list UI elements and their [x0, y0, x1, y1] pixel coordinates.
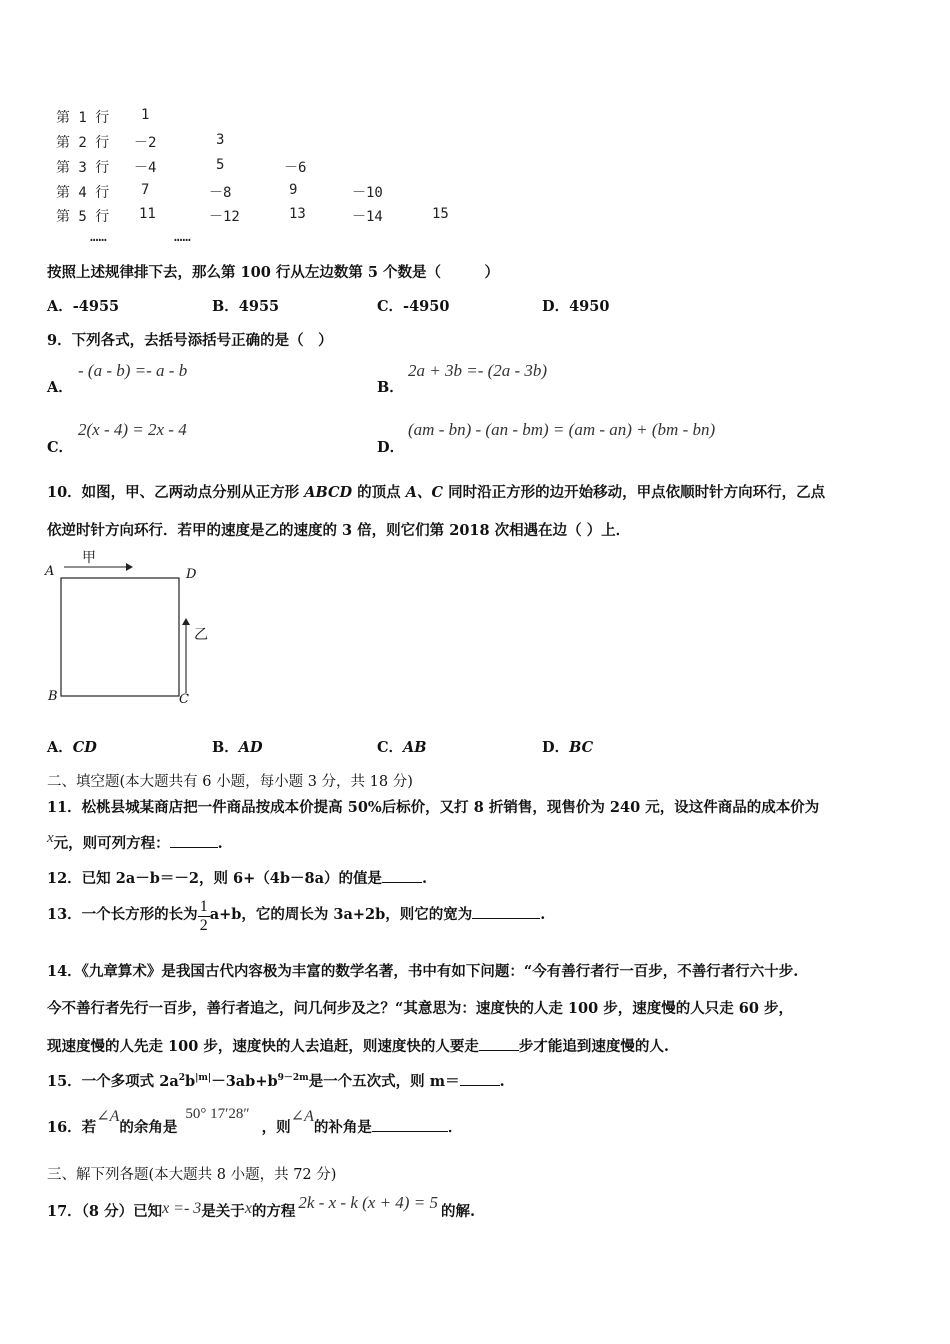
q11-line-1: 11．松桃县城某商店把一件商品按成本价提高 50%后标价，又打 8 折销售，现售价为 240 元，设这件商品的成本价为 — [47, 799, 820, 816]
q16-degrees: 50° 17′28″ — [185, 1106, 250, 1122]
q10-line-2: 依逆时针方向环行．若甲的速度是乙的速度的 3 倍，则它们第 2018 次相遇在边（ ）上． — [47, 522, 631, 539]
q8-question: 按照上述规律排下去，那么第 100 行从左边数第 5 个数是（ ） — [47, 264, 500, 281]
q11-line-2 — [47, 832, 223, 853]
vertex-label-d: D — [186, 567, 197, 582]
q12-expression: 4b－8a — [269, 870, 324, 887]
row-value: －10 — [352, 185, 383, 201]
q11-end: . — [217, 835, 223, 852]
q14-line-2: 今不善行者先行一百步，善行者追之，问几何步及之？“其意思为：速度快的人走 100 步，速度慢的人只走 60 步， — [47, 1000, 793, 1017]
q9-option-a-letter: A． — [47, 379, 73, 396]
row-label: 第 4 行 — [56, 185, 110, 201]
q11-text: 元，则可列方程： — [53, 835, 170, 852]
ellipsis: …… — [174, 229, 191, 245]
row-value: －12 — [209, 209, 240, 225]
q16-angle: ∠A — [96, 1108, 120, 1125]
q15-end: . — [499, 1073, 505, 1090]
q17-text: 是关于 — [201, 1203, 245, 1220]
q13-fraction — [198, 898, 210, 935]
row-value: －4 — [134, 160, 157, 176]
option-text: AB — [403, 739, 427, 756]
q12-text: ）的值是 — [323, 870, 382, 887]
ellipsis: …… — [90, 229, 107, 245]
option-letter: A． — [47, 298, 73, 315]
option-text: AD — [238, 739, 263, 756]
q14-line-1: 14．《九章算术》是我国古代内容极为丰富的数学名著，书中有如下问题：“今有善行者行一百步，不善行者行六十步. — [47, 963, 799, 980]
q9-option-a-formula: - (a - b) =- a - b — [78, 361, 188, 380]
row-value: 13 — [289, 206, 306, 222]
row-value: 3 — [216, 132, 225, 148]
q12-answer-blank[interactable] — [382, 868, 422, 883]
q10-option-d — [542, 736, 593, 757]
row-label: 第 2 行 — [56, 135, 110, 151]
q15 — [47, 1070, 505, 1091]
q14-text: 步才能追到速度慢的人. — [518, 1038, 669, 1055]
q17-text: 17．（8 分）已知 — [47, 1203, 163, 1220]
fraction-numerator: 1 — [199, 898, 208, 915]
q17 — [47, 1193, 476, 1221]
q13-text: a+b，它的周长为 3a+2b，则它的宽为 — [209, 905, 473, 923]
q11-answer-blank[interactable] — [170, 833, 218, 848]
q17-equation: 2k - x - k (x + 4) = 5 — [298, 1193, 438, 1212]
option-letter: C． — [377, 298, 404, 315]
square-outline — [61, 578, 179, 696]
option-text: -4955 — [72, 298, 120, 315]
q15-text: －3ab+b — [211, 1073, 278, 1090]
q14-line-3 — [47, 1035, 669, 1056]
row-value: －14 — [352, 209, 383, 225]
q12-text: ，则 6+（ — [198, 870, 270, 887]
option-letter: D． — [542, 298, 570, 315]
q16-text: 的补角是 — [313, 1119, 372, 1136]
option-letter: C． — [377, 739, 404, 756]
jia-arrowhead — [126, 563, 133, 571]
option-text: 4955 — [238, 298, 280, 315]
q16-text: 16．若 — [47, 1119, 97, 1136]
row-value: －2 — [134, 135, 157, 151]
q16-text: ，则 — [261, 1119, 291, 1136]
q9-option-b-letter: B． — [377, 379, 404, 396]
q13-end: . — [540, 905, 546, 923]
q10-text: 同时沿正方形的边开始移动，甲点依顺时针方向环行，乙点 — [443, 484, 826, 501]
yi-label: 乙 — [194, 627, 208, 643]
q15-text: 是一个五次式，则 m＝ — [308, 1073, 460, 1090]
section-3-heading: 三、解下列各题(本大题共 8 小题，共 72 分) — [47, 1167, 337, 1183]
q14-text: 现速度慢的人先走 100 步，速度快的人去追赶，则速度快的人要走 — [47, 1038, 479, 1055]
q13-answer-blank[interactable] — [472, 904, 540, 919]
q8-option-c — [377, 295, 449, 316]
q9-option-c-formula: 2(x - 4) = 2x - 4 — [78, 420, 187, 439]
row-value: 15 — [432, 206, 449, 222]
row-label: 第 3 行 — [56, 160, 110, 176]
q16-end: ． — [447, 1119, 463, 1136]
q13-text: 13．一个长方形的长为 — [47, 905, 198, 923]
fraction-denominator: 2 — [199, 917, 208, 934]
jia-label: 甲 — [82, 550, 96, 566]
q17-condition: x =- 3 — [162, 1200, 202, 1217]
q10-square-name: ABCD — [304, 484, 353, 501]
q10-line-1 — [47, 481, 825, 502]
q17-variable: x — [244, 1200, 252, 1217]
q10-figure — [40, 545, 230, 715]
q10-option-a — [47, 736, 97, 757]
q16-answer-blank[interactable] — [372, 1117, 448, 1132]
row-value: 11 — [139, 206, 156, 222]
q11-variable: x — [47, 830, 54, 846]
q14-answer-blank[interactable] — [479, 1036, 519, 1051]
option-text: BC — [569, 739, 594, 756]
q12-text: 12．已知 — [47, 870, 116, 887]
q9-option-d-formula: (am - bn) - (an - bm) = (am - an) + (bm - bn) — [408, 420, 716, 439]
row-value: －8 — [209, 185, 232, 201]
q8-option-d — [542, 295, 609, 316]
yi-arrowhead — [182, 618, 190, 625]
q15-answer-blank[interactable] — [460, 1071, 500, 1086]
q10-text: 的顶点 — [352, 484, 406, 501]
option-letter: B． — [212, 298, 239, 315]
q9-option-d-letter: D． — [377, 439, 405, 456]
q16-text: 的余角是 — [119, 1119, 178, 1136]
q17-text: 的方程 — [251, 1203, 296, 1220]
option-text: CD — [72, 739, 97, 756]
q12 — [47, 867, 427, 888]
section-2-heading: 二、填空题(本大题共有 6 小题，每小题 3 分，共 18 分) — [47, 774, 413, 790]
q13 — [47, 898, 545, 942]
row-label: 第 1 行 — [56, 110, 110, 126]
option-letter: B． — [212, 739, 239, 756]
row-value: －6 — [284, 160, 307, 176]
q15-text: 15．一个多项式 2a — [47, 1073, 179, 1090]
q16-angle: ∠A — [290, 1108, 314, 1125]
vertex-label-c: C — [179, 692, 189, 707]
q15-text: b — [184, 1073, 196, 1090]
row-value: 1 — [141, 107, 150, 123]
option-text: 4950 — [569, 298, 610, 315]
q16 — [47, 1106, 463, 1137]
q10-vertices: A、C — [405, 484, 444, 501]
row-label: 第 5 行 — [56, 209, 110, 225]
q10-text: 10．如图，甲、乙两动点分别从正方形 — [47, 484, 305, 501]
row-value: 5 — [216, 157, 225, 173]
vertex-label-a: A — [45, 564, 55, 579]
q12-end: . — [421, 870, 428, 887]
q15-exponent: |m| — [195, 1073, 212, 1084]
option-letter: D． — [542, 739, 570, 756]
row-value: 9 — [289, 182, 298, 198]
q12-condition: 2a－b＝－2 — [115, 870, 199, 887]
q8-option-a — [47, 295, 119, 316]
vertex-label-b: B — [48, 689, 58, 704]
q17-text: 的解. — [440, 1203, 476, 1220]
q9-option-c-letter: C． — [47, 439, 74, 456]
q15-exponent: 2 — [178, 1073, 185, 1084]
q9-question: 9．下列各式，去括号添括号正确的是（ ） — [47, 332, 333, 349]
q10-option-b — [212, 736, 263, 757]
q9-option-b-formula: 2a + 3b =- (2a - 3b) — [408, 361, 548, 380]
q15-exponent: 9－2m — [277, 1073, 309, 1084]
q8-option-b — [212, 295, 279, 316]
option-letter: A． — [47, 739, 73, 756]
q10-option-c — [377, 736, 427, 757]
option-text: -4950 — [403, 298, 450, 315]
row-value: 7 — [141, 182, 150, 198]
